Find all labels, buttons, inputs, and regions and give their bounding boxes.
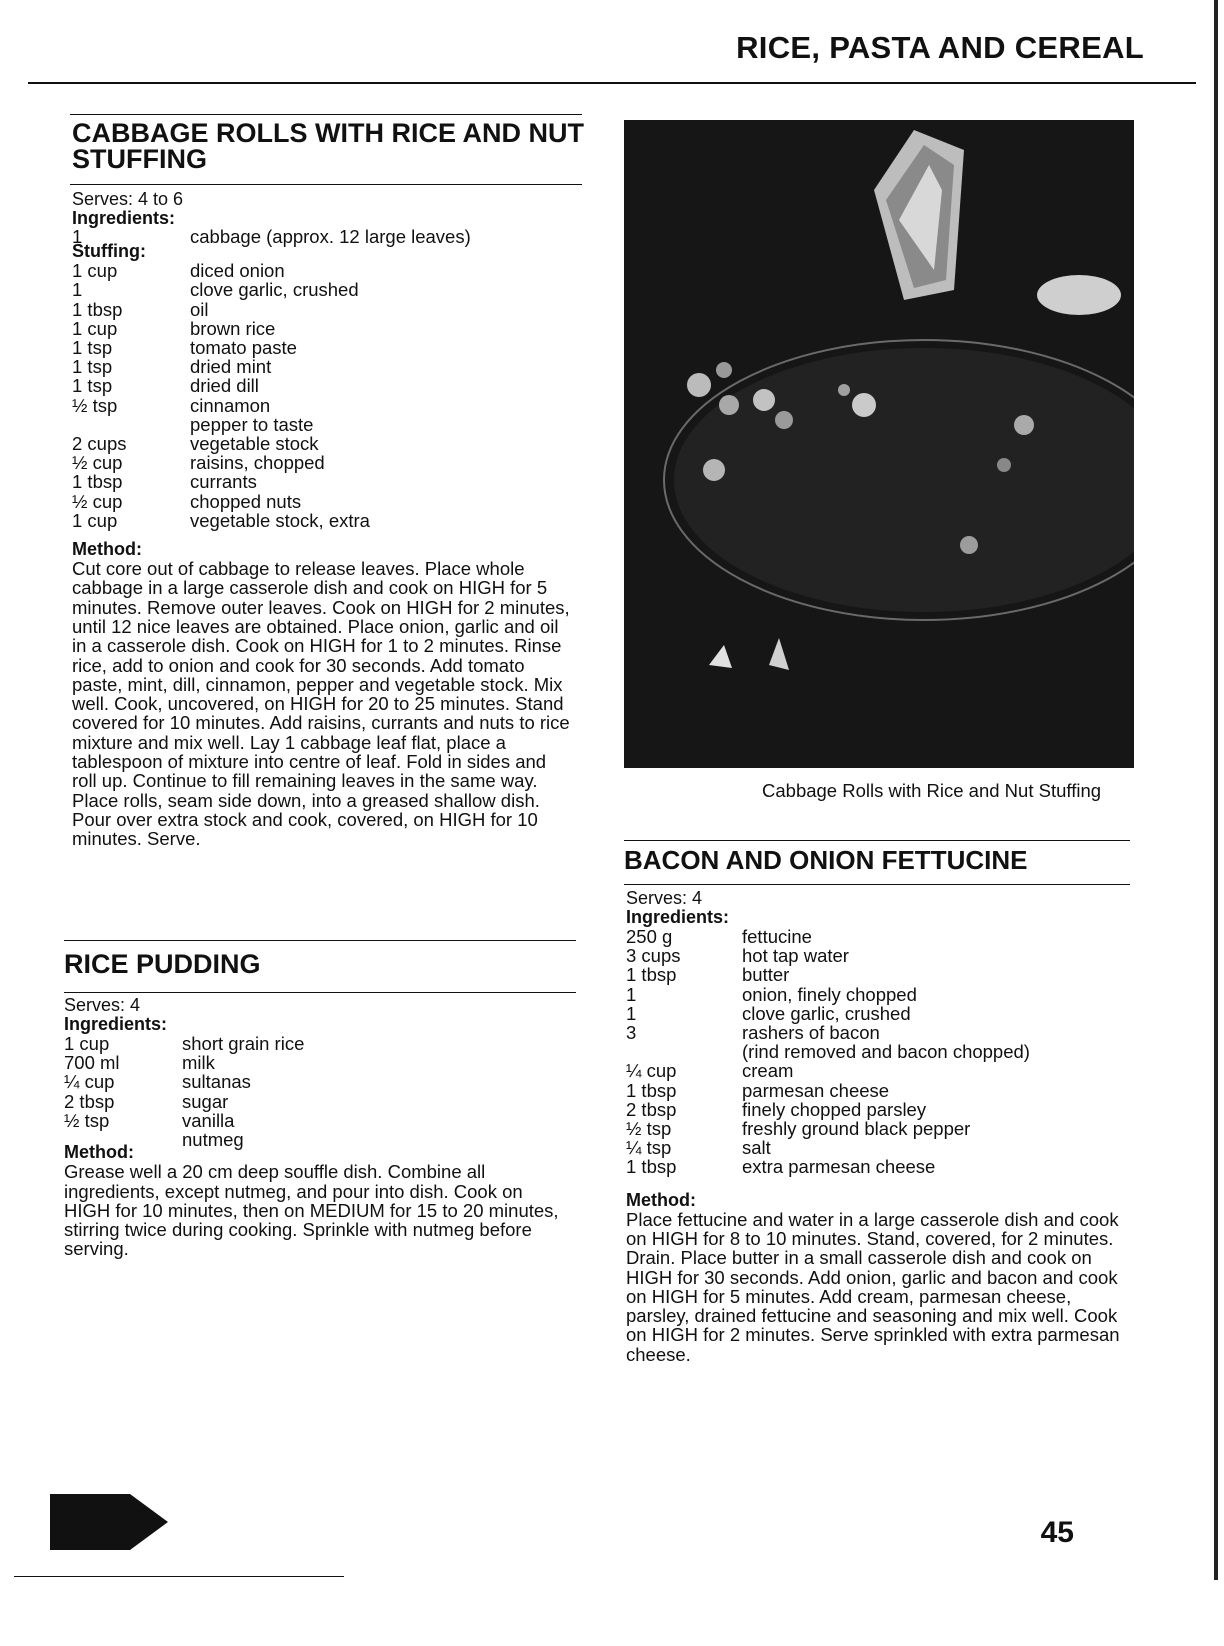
ingredient-item: tomato paste	[190, 337, 297, 359]
pudding-ingredients	[64, 1034, 304, 1149]
ingredient-item: parmesan cheese	[742, 1079, 890, 1101]
ingredient-item: hot tap water	[742, 945, 849, 967]
pudding-top-rule	[64, 940, 576, 941]
ingredient-item: dried dill	[190, 375, 259, 397]
cabbage-method: Cut core out of cabbage to release leaves. Place whole cabbage in a large casserole dish and cook on HIGH for 5 minutes. Remove outer leaves. Cook on HIGH for 2 minutes, until 12 nice leaves are obtained. Place onion, garlic and oil in a casserole dish. Cook on HIGH for 1 to 2 minutes. Rinse rice, add to onion and cook for 30 seconds. Add tomato paste, mint, dill, cinnamon, pepper and vegetable stock. Mix well. Cook, uncovered, on HIGH for 20 to 25 minutes. Stand covered for 10 minutes. Add raisins, currants and nuts to rice mixture and mix well. Lay 1 cabbage leaf flat, place a tablespoon of mixture into centre of leaf. Fold in sides and roll up. Continue to fill remaining leaves in the same way. Place rolls, seam side down, into a greased shallow dish. Pour over extra stock and cook, covered, on HIGH for 10 minutes. Serve.	[72, 558, 570, 850]
ingredient-row	[72, 511, 370, 530]
ingredient-qty: ¼ cup	[64, 1071, 115, 1093]
fettucine-recipe	[624, 847, 1144, 873]
pudding-details	[64, 996, 584, 1259]
ingredient-item: cream	[742, 1060, 794, 1082]
ingredient-row	[626, 1119, 1030, 1138]
ingredient-item: vegetable stock	[190, 433, 319, 455]
ingredient-qty: ¼ tsp	[626, 1137, 672, 1159]
ingredient-item: cinnamon	[190, 394, 271, 416]
ingredient-qty: 1 cup	[64, 1033, 110, 1054]
ingredient-row	[72, 434, 370, 453]
pudding-serves: Serves: 4	[64, 995, 141, 1015]
pudding-method: Grease well a 20 cm deep souffle dish. Combine all ingredients, except nutmeg, and pour into dish. Cook on HIGH for 10 minutes, then on MEDIUM for 15 to 20 minutes, stirring twice during cooking. Sprinkle with nutmeg before serving.	[64, 1161, 559, 1260]
ingredient-qty: 2 tbsp	[626, 1098, 677, 1120]
ingredient-item: vegetable stock, extra	[190, 509, 370, 531]
ingredient-item: clove garlic, crushed	[742, 1002, 911, 1024]
ingredient-qty: 250 g	[626, 926, 673, 947]
ingredient-row	[626, 1157, 1030, 1176]
ingredient-item: butter	[742, 964, 790, 986]
cabbage-stuffing-ingredients	[72, 261, 370, 530]
ingredient-qty: ½ cup	[72, 452, 123, 474]
ingredient-row	[64, 1034, 304, 1053]
ingredient-row	[626, 1100, 1030, 1119]
header-rule	[28, 82, 1196, 84]
fettucine-ingredients	[626, 927, 1030, 1177]
ingredient-row	[626, 1061, 1030, 1080]
fettucine-title: BACON AND ONION FETTUCINE	[624, 845, 1028, 875]
ingredient-row	[72, 357, 370, 376]
cabbage-title: CABBAGE ROLLS WITH RICE AND NUT STUFFING	[72, 118, 584, 174]
ingredient-row	[626, 1138, 1030, 1157]
ingredient-row	[64, 1092, 304, 1111]
ingredient-row	[626, 985, 1030, 1004]
ingredient-qty: ½ cup	[72, 490, 123, 512]
page-number: 45	[1040, 1516, 1074, 1549]
ingredient-row	[626, 946, 1030, 965]
cabbage-method-label: Method:	[72, 539, 142, 560]
ingredient-row	[626, 1042, 1030, 1061]
pudding-method-label: Method:	[64, 1142, 134, 1163]
ingredient-item: currants	[190, 471, 257, 493]
pudding-title: RICE PUDDING	[64, 949, 261, 979]
pudding-ingredients-label: Ingredients:	[64, 1014, 168, 1034]
ingredient-qty: 1 cup	[72, 509, 118, 531]
ingredient-row	[64, 1111, 304, 1130]
ingredient-row	[72, 261, 370, 280]
ingredient-qty: 1 tbsp	[72, 471, 123, 493]
fettucine-title-rule	[624, 884, 1130, 885]
ingredient-qty: 1 tsp	[72, 375, 113, 397]
ingredient-qty: ¼ cup	[626, 1060, 677, 1082]
ingredient-item: chopped nuts	[190, 490, 302, 512]
corner-thumb-mark	[50, 1488, 170, 1556]
cabbage-top-rule	[70, 114, 582, 115]
fettucine-method: Place fettucine and water in a large casserole dish and cook on HIGH for 8 to 10 minutes. Stand, covered, for 2 minutes. Drain. Place butter in a small casserole dish and cook on HIGH for 30 seconds. Add onion, garlic and bacon and cook on HIGH for 5 minutes. Add cream, parmesan cheese, parsley, drained fettucine and seasoning and mix well. Cook on HIGH for 2 minutes. Serve sprinkled with extra parmesan cheese.	[626, 1208, 1120, 1365]
ingredient-row	[72, 472, 370, 491]
cabbage-rolls-photo	[624, 120, 1134, 768]
ingredient-item: rashers of bacon	[742, 1022, 880, 1044]
ingredient-row	[72, 338, 370, 357]
ingredient-row	[626, 965, 1030, 984]
section-title: RICE, PASTA AND CEREAL	[736, 30, 1144, 65]
cabbage-recipe	[72, 120, 592, 172]
ingredient-row	[626, 1004, 1030, 1023]
ingredient-qty: 1 cup	[72, 317, 118, 339]
ingredient-qty: 1	[626, 983, 637, 1005]
ingredient-item: brown rice	[190, 317, 276, 339]
cabbage-title-rule	[70, 184, 582, 185]
ingredient-qty: ½ tsp	[626, 1118, 672, 1140]
photo-caption: Cabbage Rolls with Rice and Nut Stuffing	[762, 780, 1102, 801]
ingredient-qty: 1	[626, 1002, 637, 1024]
ingredient-item: extra parmesan cheese	[742, 1156, 936, 1178]
pudding-title-rule	[64, 992, 576, 993]
ingredient-row	[64, 1053, 304, 1072]
ingredient-item: freshly ground black pepper	[742, 1118, 971, 1140]
ingredient-qty: 2 cups	[72, 433, 127, 455]
ingredient-item: diced onion	[190, 260, 285, 282]
ingredient-row	[626, 1081, 1030, 1100]
ingredient-item: fettucine	[742, 926, 812, 947]
ingredient-qty: 3 cups	[626, 945, 681, 967]
fettucine-method-label: Method:	[626, 1189, 696, 1210]
ingredient-qty: 2 tbsp	[64, 1090, 115, 1112]
ingredient-qty: 1	[72, 279, 83, 301]
ingredient-row	[72, 319, 370, 338]
ingredient-item: raisins, chopped	[190, 452, 325, 474]
ingredient-qty: ½ tsp	[64, 1109, 110, 1131]
ingredient-item: vanilla	[182, 1109, 235, 1131]
footer-rule	[14, 1576, 344, 1577]
ingredient-row	[72, 396, 370, 415]
ingredient-row	[72, 453, 370, 472]
cabbage-ingredients-label: Ingredients:	[72, 208, 176, 228]
ingredient-row	[72, 300, 370, 319]
ingredient-row	[72, 280, 370, 299]
ingredient-row	[72, 376, 370, 395]
ingredient-item: salt	[742, 1137, 771, 1159]
ingredient-row	[626, 927, 1030, 946]
ingredient-item: short grain rice	[182, 1033, 305, 1054]
ingredient-qty: 1 tsp	[72, 356, 113, 378]
ingredient-item: sugar	[182, 1090, 229, 1112]
page-edge	[1214, 0, 1218, 1580]
ingredient-item: cabbage (approx. 12 large leaves)	[190, 226, 471, 247]
ingredient-qty: 1 tbsp	[626, 1079, 677, 1101]
ingredient-qty: 1 cup	[72, 260, 118, 282]
ingredient-item: sultanas	[182, 1071, 251, 1093]
ingredient-item: onion, finely chopped	[742, 983, 917, 1005]
cabbage-stuffing-label: Stuffing:	[72, 241, 146, 262]
ingredient-qty: 1 tbsp	[626, 964, 677, 986]
fettucine-top-rule	[624, 840, 1130, 841]
ingredient-row	[72, 415, 370, 434]
ingredient-item: pepper to taste	[190, 413, 314, 435]
ingredient-row	[64, 1072, 304, 1091]
ingredient-qty	[72, 415, 190, 434]
ingredient-item: finely chopped parsley	[742, 1098, 927, 1120]
ingredient-item: dried mint	[190, 356, 272, 378]
fettucine-ingredients-label: Ingredients:	[626, 907, 730, 927]
ingredient-qty: ½ tsp	[72, 394, 118, 416]
ingredient-qty	[626, 1042, 742, 1061]
ingredient-qty: 1 tsp	[72, 337, 113, 359]
fettucine-details	[626, 889, 1136, 1364]
ingredient-row	[626, 1023, 1030, 1042]
ingredient-item: clove garlic, crushed	[190, 279, 359, 301]
ingredient-item: oil	[190, 298, 209, 320]
cabbage-details	[72, 190, 592, 849]
ingredient-item: nutmeg	[182, 1129, 244, 1151]
ingredient-item: (rind removed and bacon chopped)	[742, 1041, 1030, 1063]
pudding-recipe	[64, 951, 584, 977]
ingredient-row	[72, 492, 370, 511]
cabbage-serves: Serves: 4 to 6	[72, 189, 184, 209]
fettucine-serves: Serves: 4	[626, 888, 703, 908]
ingredient-qty: 700 ml	[64, 1052, 120, 1074]
ingredient-qty: 1 tbsp	[72, 298, 123, 320]
ingredient-qty: 1	[72, 226, 83, 247]
ingredient-qty: 3	[626, 1022, 637, 1044]
ingredient-item: milk	[182, 1052, 215, 1074]
ingredient-qty: 1 tbsp	[626, 1156, 677, 1178]
